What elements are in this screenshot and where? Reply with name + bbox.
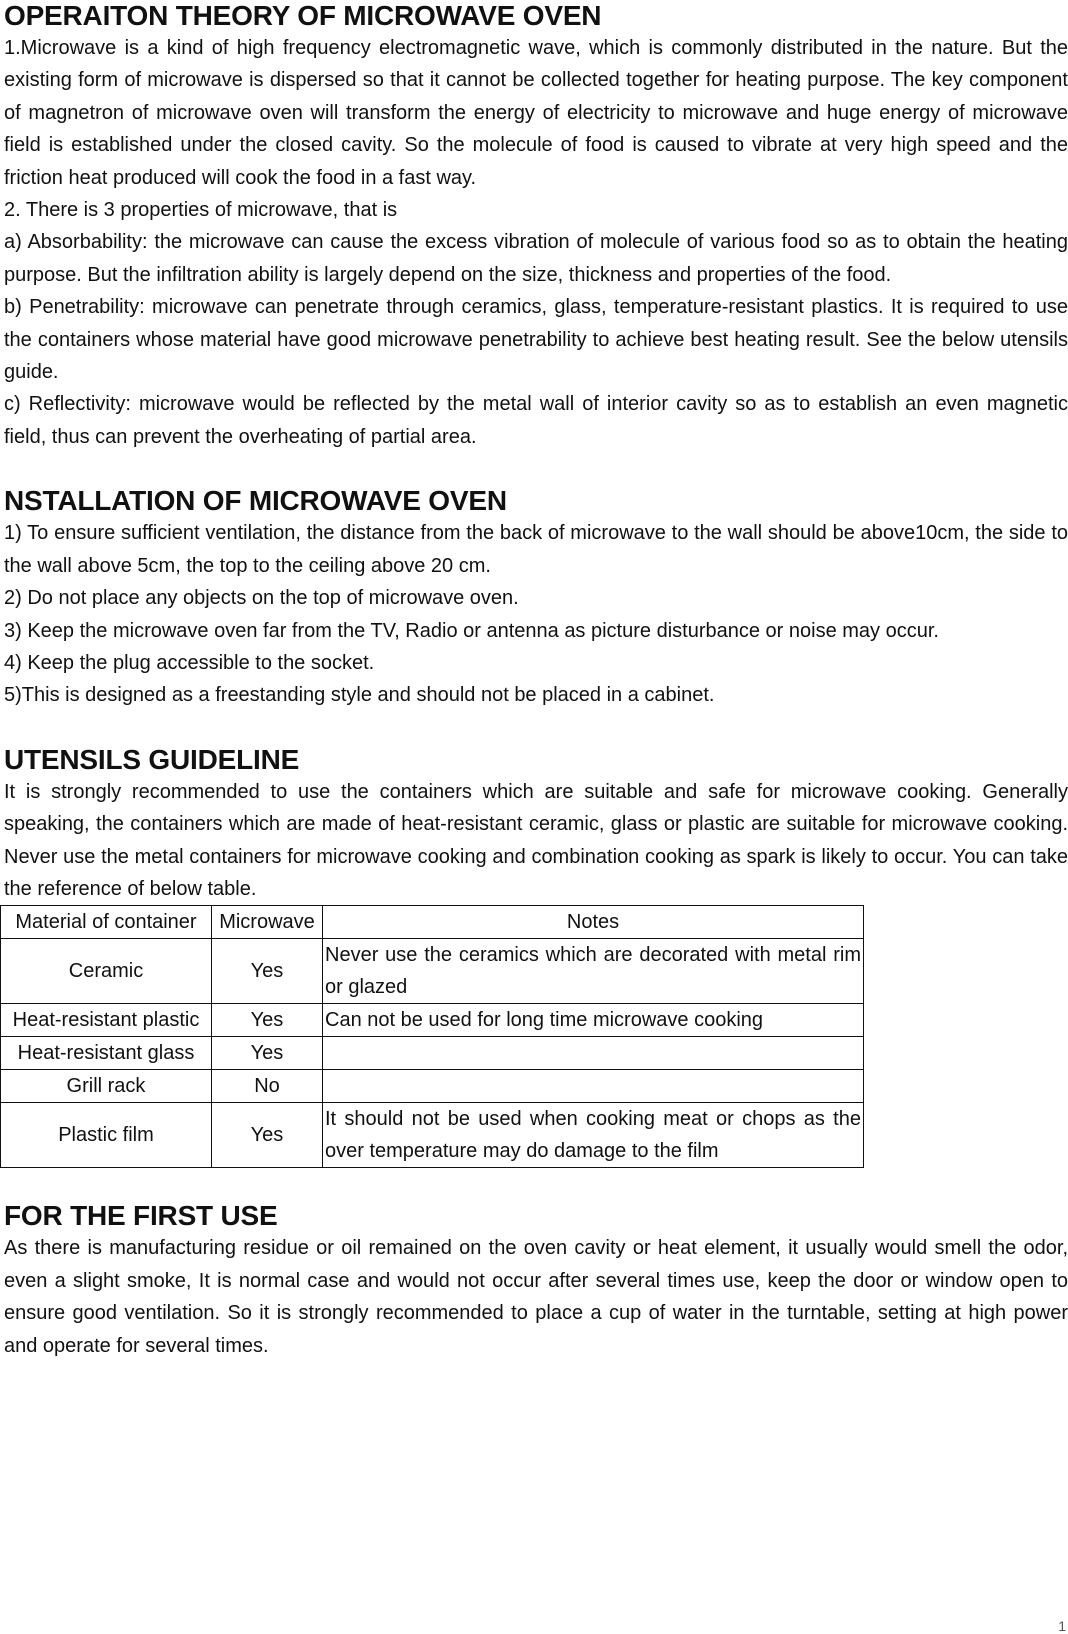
table-cell-notes: Never use the ceramics which are decorated with metal rim or glazed (323, 939, 864, 1004)
installation-item-2: 2) Do not place any objects on the top of microwave oven. (4, 587, 519, 610)
paragraph-reflectivity: c) Reflectivity: microwave would be reflected by the metal wall of interior cavity so as to establish an even magnetic field, thus can prevent the overheating of partial area. (4, 393, 1068, 448)
paragraph-theory-1: 1.Microwave is a kind of high frequency electromagnetic wave, which is commonly distributed in the nature. But the existing form of microwave is dispersed so that it cannot be collected together for heating purpose. The key component of magnetron of microwave oven will transform the energy of electricity to microwave and huge energy of microwave field is established under the closed cavity. So the molecule of food is caused to vibrate at very high speed and the friction heat produced will cook the food in a fast way. (4, 37, 1068, 189)
table-cell-material: Ceramic (1, 939, 212, 1004)
table-cell-microwave: No (212, 1070, 323, 1103)
table-cell-material: Plastic film (1, 1103, 212, 1168)
table-cell-notes: It should not be used when cooking meat or chops as the over temperature may do damage to the film (323, 1103, 864, 1168)
heading-operation-theory: OPERAITON THEORY OF MICROWAVE OVEN (4, 0, 602, 31)
table-cell-notes: Can not be used for long time microwave cooking (323, 1004, 864, 1037)
table-cell-notes (323, 1070, 864, 1103)
installation-item-5: 5)This is designed as a freestanding style and should not be placed in a cabinet. (4, 684, 715, 707)
utensils-intro: It is strongly recommended to use the containers which are suitable and safe for microwave cooking. Generally speaking, the containers which are made of heat-resistant ceramic, glass or plastic are suitable for microwave cooking. Never use the metal containers for microwave cooking and combination cooking as spark is likely to occur. You can take the reference of below table. (4, 780, 1068, 900)
paragraph-penetrability: b) Penetrability: microwave can penetrate through ceramics, glass, temperature-resistant plastics. It is required to use the containers whose material have good microwave penetrability to achieve best heating result. See the below utensils guide. (4, 296, 1068, 384)
table-row (1, 1037, 864, 1070)
heading-installation: NSTALLATION OF MICROWAVE OVEN (4, 485, 507, 517)
utensils-table (0, 905, 864, 1168)
page-number: 1 (1058, 1618, 1066, 1634)
table-row (1, 1070, 864, 1103)
paragraph-theory-2: 2. There is 3 properties of microwave, that is (4, 199, 398, 222)
document-page (4, 0, 1068, 1362)
table-header-notes: Notes (323, 906, 864, 939)
table-cell-material: Heat-resistant glass (1, 1037, 212, 1070)
table-cell-microwave: Yes (212, 939, 323, 1004)
table-row (1, 1103, 864, 1168)
table-cell-microwave: Yes (212, 1103, 323, 1168)
heading-first-use: FOR THE FIRST USE (4, 1200, 278, 1232)
table-row (1, 1004, 864, 1037)
table-cell-microwave: Yes (212, 1004, 323, 1037)
first-use-text: As there is manufacturing residue or oil remained on the oven cavity or heat element, it usually would smell the odor, even a slight smoke, It is normal case and would not occur after several times use, keep the door or window open to ensure good ventilation. So it is strongly recommended to place a cup of water in the turntable, setting at high power and operate for several times. (4, 1237, 1068, 1357)
table-cell-material: Heat-resistant plastic (1, 1004, 212, 1037)
table-header-material: Material of container (1, 906, 212, 939)
installation-item-1: 1) To ensure sufficient ventilation, the distance from the back of microwave to the wall should be above10cm, the side to the wall above 5cm, the top to the ceiling above 20 cm. (4, 522, 1068, 577)
installation-item-3: 3) Keep the microwave oven far from the TV, Radio or antenna as picture disturbance or noise may occur. (4, 619, 939, 642)
table-cell-notes (323, 1037, 864, 1070)
heading-utensils: UTENSILS GUIDELINE (4, 743, 300, 775)
table-header-row (1, 906, 864, 939)
table-header-microwave: Microwave (212, 906, 323, 939)
table-row (1, 939, 864, 1004)
installation-item-4: 4) Keep the plug accessible to the socket. (4, 651, 375, 674)
paragraph-absorbability: a) Absorbability: the microwave can cause the excess vibration of molecule of various food so as to obtain the heating purpose. But the infiltration ability is largely depend on the size, thickness and properties of the food. (4, 231, 1068, 286)
table-cell-microwave: Yes (212, 1037, 323, 1070)
table-cell-material: Grill rack (1, 1070, 212, 1103)
